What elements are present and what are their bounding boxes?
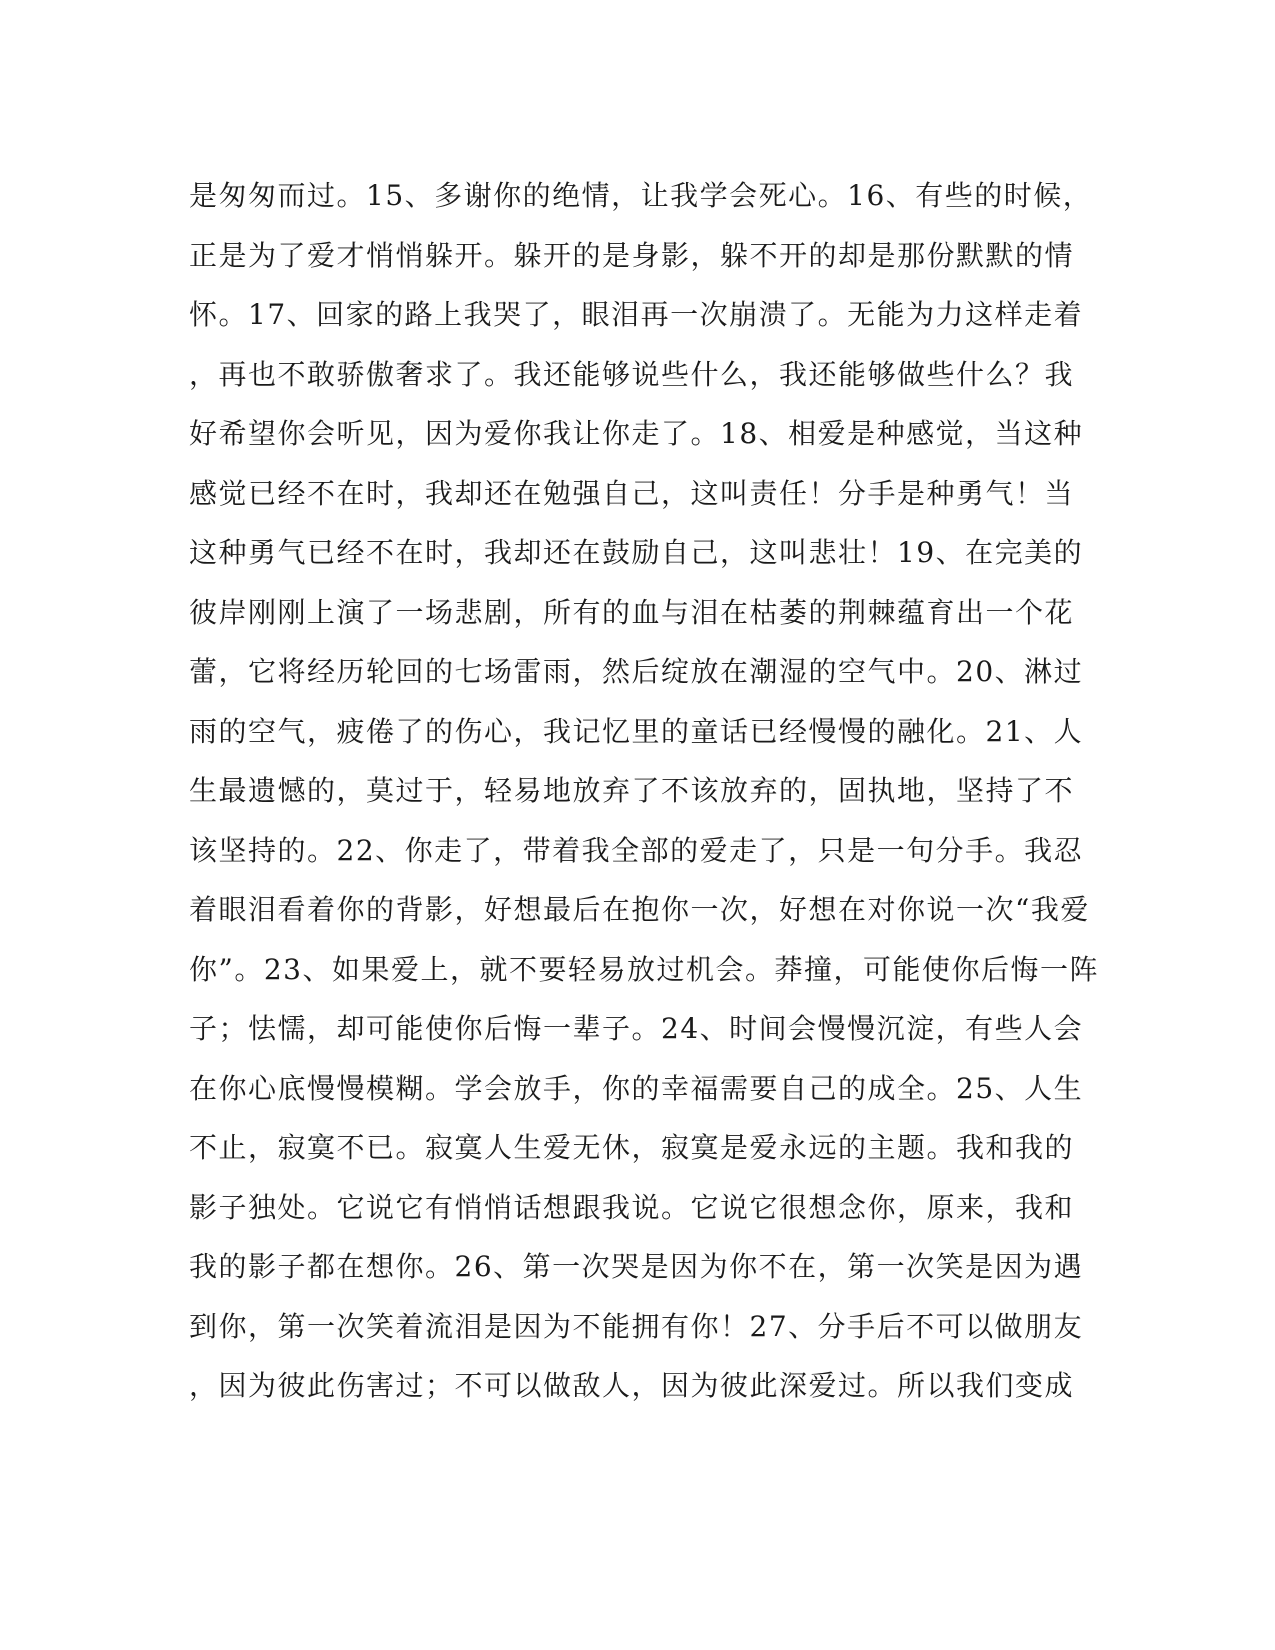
text-line: 该坚持的。22、你走了，带着我全部的爱走了，只是一句分手。我忍 bbox=[189, 833, 1084, 867]
text-line: 不止，寂寞不已。寂寞人生爱无休，寂寞是爱永远的主题。我和我的 bbox=[189, 1131, 1075, 1164]
body-text bbox=[189, 166, 1099, 1416]
text-line: 彼岸刚刚上演了一场悲剧，所有的血与泪在枯萎的荆棘蕴育出一个花 bbox=[189, 595, 1075, 629]
text-line: 你”。23、如果爱上，就不要轻易放过机会。莽撞，可能使你后悔一阵 bbox=[189, 952, 1099, 986]
text-line: ，因为彼此伤害过；不可以做敌人，因为彼此深爱过。所以我们变成 bbox=[189, 1369, 1075, 1402]
text-line: 怀。17、回家的路上我哭了，眼泪再一次崩溃了。无能为力这样走着 bbox=[189, 298, 1084, 331]
text-line: 正是为了爱才悄悄躲开。躲开的是身影，躲不开的却是那份默默的情 bbox=[189, 238, 1075, 272]
text-line: ，再也不敢骄傲奢求了。我还能够说些什么，我还能够做些什么？我 bbox=[189, 357, 1075, 391]
text-line: 子；怯懦，却可能使你后悔一辈子。24、时间会慢慢沉淀，有些人会 bbox=[189, 1012, 1084, 1045]
text-line: 着眼泪看着你的背影，好想最后在抱你一次，好想在对你说一次“我爱 bbox=[189, 893, 1090, 926]
text-line: 在你心底慢慢模糊。学会放手，你的幸福需要自己的成全。25、人生 bbox=[189, 1071, 1084, 1105]
text-line: 到你，第一次笑着流泪是因为不能拥有你！27、分手后不可以做朋友 bbox=[189, 1309, 1084, 1343]
text-line: 是匆匆而过。15、多谢你的绝情，让我学会死心。16、有些的时候， bbox=[189, 179, 1093, 212]
text-line: 我的影子都在想你。26、第一次哭是因为你不在，第一次笑是因为遇 bbox=[189, 1250, 1084, 1283]
text-line: 感觉已经不在时，我却还在勉强自己，这叫责任！分手是种勇气！当 bbox=[189, 476, 1075, 510]
text-line: 生最遗憾的，莫过于，轻易地放弃了不该放弃的，固执地，坚持了不 bbox=[189, 774, 1075, 807]
text-line: 蕾，它将经历轮回的七场雷雨，然后绽放在潮湿的空气中。20、淋过 bbox=[189, 655, 1084, 688]
text-line: 雨的空气，疲倦了的伤心，我记忆里的童话已经慢慢的融化。21、人 bbox=[189, 714, 1084, 748]
text-line: 好希望你会听见，因为爱你我让你走了。18、相爱是种感觉，当这种 bbox=[189, 417, 1084, 450]
text-line: 这种勇气已经不在时，我却还在鼓励自己，这叫悲壮！19、在完美的 bbox=[189, 536, 1084, 569]
text-line: 影子独处。它说它有悄悄话想跟我说。它说它很想念你，原来，我和 bbox=[189, 1190, 1075, 1224]
